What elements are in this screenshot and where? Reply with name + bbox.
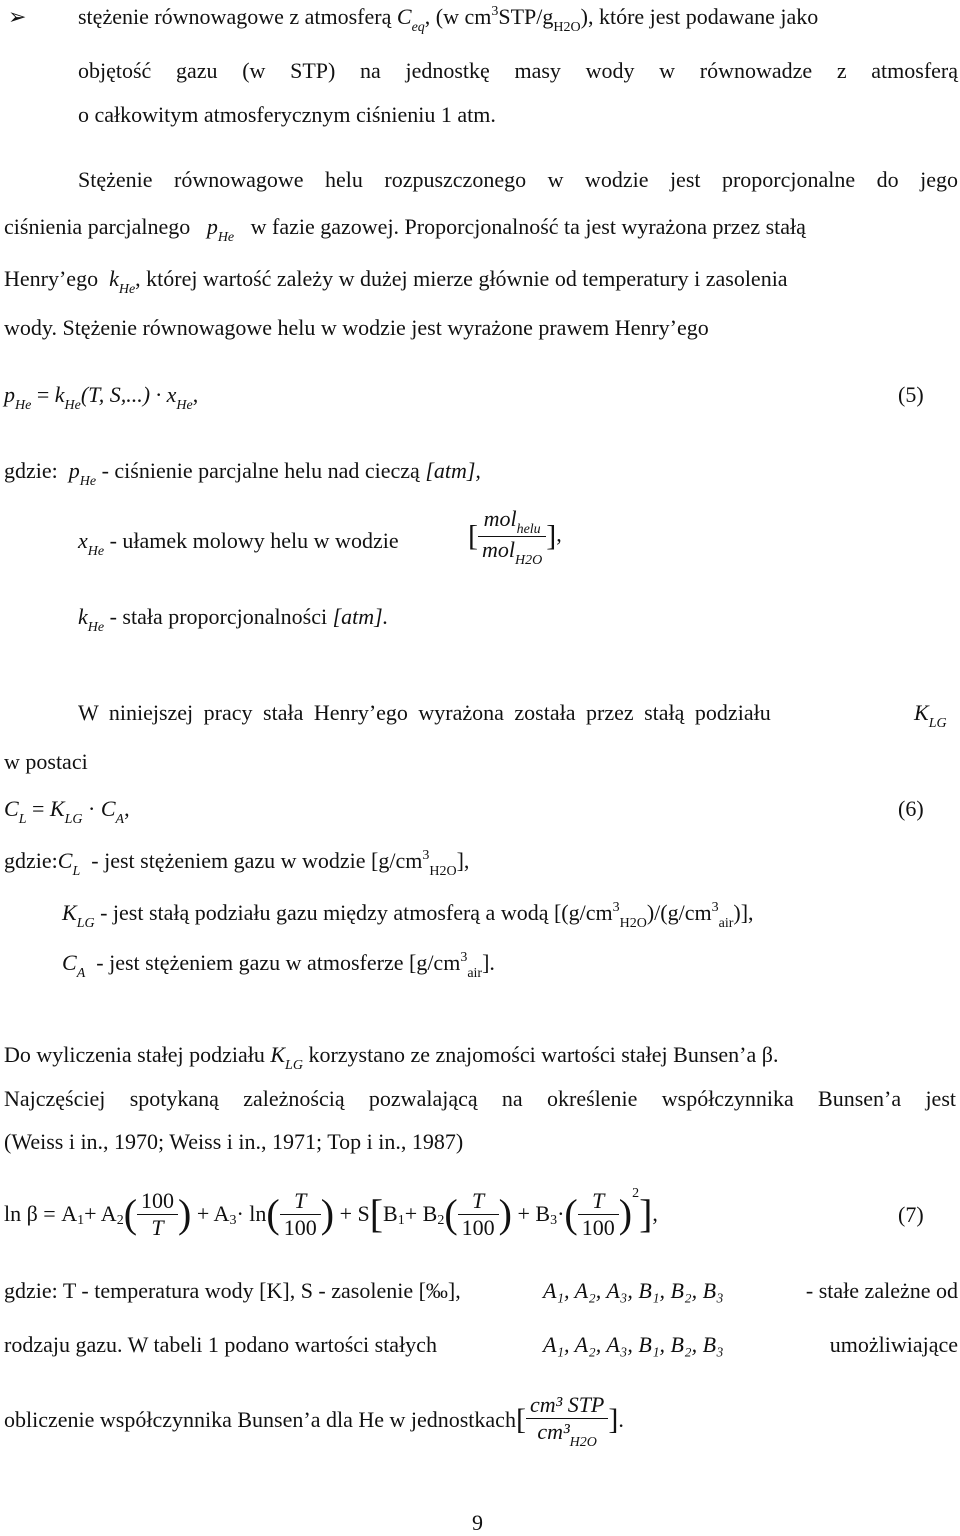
equation-6 — [4, 796, 130, 826]
para1-line-1: Stężenie równowagowe helu rozpuszczonego w wodzie jest proporcjonalne do jego — [78, 167, 958, 192]
superscript-3: 3 — [612, 900, 620, 915]
symbol-c: C — [100, 796, 116, 821]
superscript-2: 2 — [632, 1186, 640, 1201]
text: obliczenie współczynnika Bunsen’a dla He w jednostkach — [4, 1407, 516, 1432]
text: W niniejszej pracy stała Henry’ego wyrażona została przez stałą podziału — [78, 700, 771, 725]
bracket-left: [ — [468, 519, 478, 553]
text: w fazie gazowej. Proporcjonalność ta jest wyrażona przez stałą — [250, 214, 806, 239]
bullet-item — [8, 4, 26, 30]
subscript-lg: LG — [64, 812, 83, 827]
text: korzystano ze znajomości wartości stałej Bunsen’a β. — [302, 1042, 779, 1067]
equation-5-number: (5) — [898, 382, 924, 407]
constants: A₁, A₂, A₃, B₁, B₂, B₃ — [542, 1332, 724, 1357]
where6-c-line — [4, 848, 469, 878]
fraction-numerator — [478, 506, 546, 536]
fraction-numerator: 100 — [141, 1187, 175, 1213]
symbol-c: C — [57, 848, 73, 873]
text: rodzaju gazu. W tabeli 1 podano wartości stałych — [4, 1332, 437, 1357]
para1-line-2 — [4, 214, 960, 244]
subscript-h2o: H2O — [553, 20, 581, 35]
x-description: - ułamek molowy helu w wodzie — [104, 528, 399, 553]
subscript-he: He — [64, 398, 81, 413]
fraction-numerator: T — [592, 1187, 605, 1213]
para1-line-4: wody. Stężenie równowagowe helu w wodzie jest wyrażone prawem Henry’ego — [4, 315, 709, 340]
equation-7 — [4, 1178, 658, 1250]
text: stężenie równowagowe z atmosferą — [78, 4, 397, 29]
symbol-x: x — [78, 528, 88, 553]
symbol-c: C — [396, 4, 412, 29]
dot: · — [557, 1201, 565, 1226]
unit-fraction — [526, 1392, 608, 1449]
symbol-c: C — [4, 796, 19, 821]
subscript-h2o: H2O — [569, 1434, 597, 1450]
where5-k-line — [78, 604, 388, 634]
subscript-3: 3 — [550, 1213, 558, 1228]
text: + B — [404, 1201, 438, 1226]
bullet-line-1 — [78, 4, 818, 34]
fraction-denominator — [478, 536, 546, 567]
subscript-a: A — [76, 966, 86, 981]
subscript-a: A — [115, 812, 125, 827]
paren-left: ( — [123, 1191, 138, 1236]
subscript-he: He — [79, 474, 97, 489]
text: ]. — [482, 950, 495, 975]
text: , której wartość zależy w dużej mierze głównie od temperatury i zasolenia — [135, 266, 788, 291]
cm3: cm³ — [537, 1418, 570, 1444]
mol: mol — [483, 506, 517, 531]
where5-p-line — [4, 458, 481, 488]
fraction-100-t — [137, 1188, 178, 1241]
lhs: ln β = A — [4, 1201, 78, 1226]
bracket-left: [ — [369, 1191, 384, 1236]
text: - stałe zależne od — [805, 1278, 958, 1303]
subscript-2: 2 — [116, 1213, 124, 1228]
superscript-3: 3 — [460, 950, 468, 965]
symbol-p: p — [206, 214, 218, 239]
p-unit: [atm], — [425, 458, 481, 483]
symbol-k: K — [49, 796, 65, 821]
subscript-air: air — [718, 916, 734, 931]
fraction-denominator — [526, 1418, 608, 1449]
k-description: - jest stałą podziału gazu między atmosferą a wodą [(g/cm — [94, 900, 613, 925]
symbol-k: k — [54, 382, 65, 407]
paren-left: ( — [444, 1191, 458, 1236]
fraction-denominator: 100 — [280, 1214, 321, 1241]
comma: , — [556, 521, 562, 547]
symbol-p: p — [68, 458, 80, 483]
para3-line-2: Najczęściej spotykaną zależnością pozwalającą na określenie współczynnika Bunsen’a jest — [4, 1086, 956, 1111]
bracket-right: ] — [546, 519, 557, 553]
fraction-denominator: 100 — [578, 1214, 619, 1241]
p-description: - ciśnienie parcjalne helu nad cieczą — [96, 458, 426, 483]
text: )/(g/cm — [646, 900, 712, 925]
comma: , — [192, 382, 199, 407]
fraction-t-100 — [578, 1188, 619, 1241]
subscript-1: 1 — [77, 1213, 85, 1228]
para2-line-2: w postaci — [4, 749, 88, 774]
bullet-line-2: objętość gazu (w STP) na jednostkę masy wody w równowadze z atmosferą — [78, 58, 958, 83]
para1-line-3 — [4, 266, 788, 296]
fraction-numerator: T — [294, 1187, 307, 1213]
period: . — [618, 1407, 624, 1432]
bracket-right: ] — [608, 1403, 619, 1436]
subscript-helu: helu — [516, 522, 541, 537]
text: + S — [339, 1201, 370, 1226]
subscript-l: L — [72, 864, 81, 879]
text: + A — [84, 1201, 117, 1226]
text: )], — [733, 900, 754, 925]
where7-line-3 — [4, 1384, 624, 1456]
text: gdzie: T - temperatura wody [K], S - zasolenie [‰], — [4, 1278, 461, 1303]
superscript-3: 3 — [422, 848, 430, 863]
text: · ln — [236, 1201, 267, 1226]
superscript-3: 3 — [491, 4, 499, 19]
subscript-h2o: H2O — [619, 916, 647, 931]
comma: , — [124, 796, 130, 821]
dot: · — [82, 796, 101, 821]
text: umożliwiające — [829, 1332, 958, 1357]
text: + A — [196, 1201, 230, 1226]
equals: = — [26, 796, 50, 821]
text: ), które jest podawane jako — [580, 4, 819, 29]
k-description: - stała proporcjonalności — [104, 604, 333, 629]
subscript-eq: eq — [411, 20, 425, 35]
subscript-lg: LG — [285, 1058, 303, 1073]
equation-7-number: (7) — [898, 1202, 924, 1227]
where6-a-line — [62, 950, 495, 980]
text: + B — [517, 1201, 551, 1226]
equation-5 — [4, 382, 198, 412]
symbol-k: K — [914, 700, 929, 725]
symbol-k: k — [109, 266, 119, 291]
symbol-p: p — [4, 382, 15, 407]
c-description: - jest stężeniem gazu w wodzie [g/cm — [85, 848, 423, 873]
symbol-klg — [914, 700, 947, 730]
text: ], — [456, 848, 470, 873]
paren-right: ) — [320, 1191, 335, 1236]
symbol-c: C — [62, 950, 77, 975]
gdzie-label: gdzie: — [4, 848, 58, 873]
paren-right: ) — [618, 1191, 633, 1236]
subscript-3: 3 — [229, 1213, 237, 1228]
mol: mol — [482, 537, 515, 562]
constants: A₁, A₂, A₃, B₁, B₂, B₃ — [542, 1278, 724, 1303]
subscript-2: 2 — [437, 1213, 445, 1228]
paren-left: ( — [266, 1191, 280, 1236]
where6-k-line — [62, 900, 754, 930]
fraction-numerator: cm³ STP — [529, 1391, 605, 1417]
fraction-t-100 — [458, 1188, 499, 1241]
subscript-he: He — [217, 230, 235, 245]
subscript-h2o: H2O — [429, 864, 457, 879]
fraction-t-100 — [280, 1188, 321, 1241]
paren-right: ) — [178, 1191, 192, 1236]
subscript-he: He — [15, 398, 32, 413]
bullet-arrow-icon: ➢ — [8, 4, 27, 29]
where7-line-1 — [4, 1278, 958, 1304]
subscript-he: He — [176, 398, 193, 413]
arguments: (T, S,...) · — [80, 382, 167, 407]
equals: = — [31, 382, 55, 407]
subscript-1: 1 — [397, 1213, 405, 1228]
subscript-he: He — [87, 620, 105, 635]
bracket-left: [ — [515, 1403, 526, 1436]
subscript-he: He — [87, 544, 105, 559]
where7-line-2 — [4, 1332, 958, 1358]
page-number: 9 — [472, 1510, 483, 1535]
fraction-numerator: T — [472, 1187, 485, 1213]
symbol-k: K — [270, 1042, 286, 1067]
symbol-k: K — [62, 900, 77, 925]
symbol-x: x — [166, 382, 177, 407]
symbol-k: k — [78, 604, 88, 629]
fraction-denominator: T — [137, 1214, 178, 1241]
text: Do wyliczenia stałej podziału — [4, 1042, 271, 1067]
subscript-h2o: H2O — [515, 553, 543, 568]
symbol-b: B — [383, 1201, 398, 1226]
paren-left: ( — [564, 1191, 578, 1236]
para2-line-1 — [78, 700, 958, 731]
subscript-lg: LG — [76, 916, 95, 931]
bullet-line-3: o całkowitym atmosferycznym ciśnieniu 1 atm. — [78, 102, 496, 127]
bracket-right: ] — [639, 1191, 653, 1236]
text: ciśnienia parcjalnego — [4, 214, 191, 239]
subscript-l: L — [18, 812, 27, 827]
where5-x-line — [78, 528, 399, 558]
gdzie-label: gdzie: — [4, 458, 58, 483]
text: Henry’ego — [4, 266, 99, 291]
fraction-denominator: 100 — [458, 1214, 499, 1241]
superscript-3: 3 — [711, 900, 719, 915]
equation-6-number: (6) — [898, 796, 924, 821]
comma: , — [652, 1201, 658, 1226]
where5-x-unit — [468, 506, 562, 567]
subscript-he: He — [118, 282, 136, 297]
subscript-air: air — [467, 966, 483, 981]
text: STP/g — [498, 4, 554, 29]
text: , (w cm — [424, 4, 492, 29]
paren-right: ) — [498, 1191, 512, 1236]
a-description: - jest stężeniem gazu w atmosferze [g/cm — [90, 950, 461, 975]
para3-line-3: (Weiss i in., 1970; Weiss i in., 1971; Top i in., 1987) — [4, 1129, 464, 1154]
para3-line-1 — [4, 1042, 778, 1072]
subscript-lg: LG — [928, 716, 947, 731]
fraction — [478, 506, 546, 567]
k-unit: [atm]. — [332, 604, 389, 629]
